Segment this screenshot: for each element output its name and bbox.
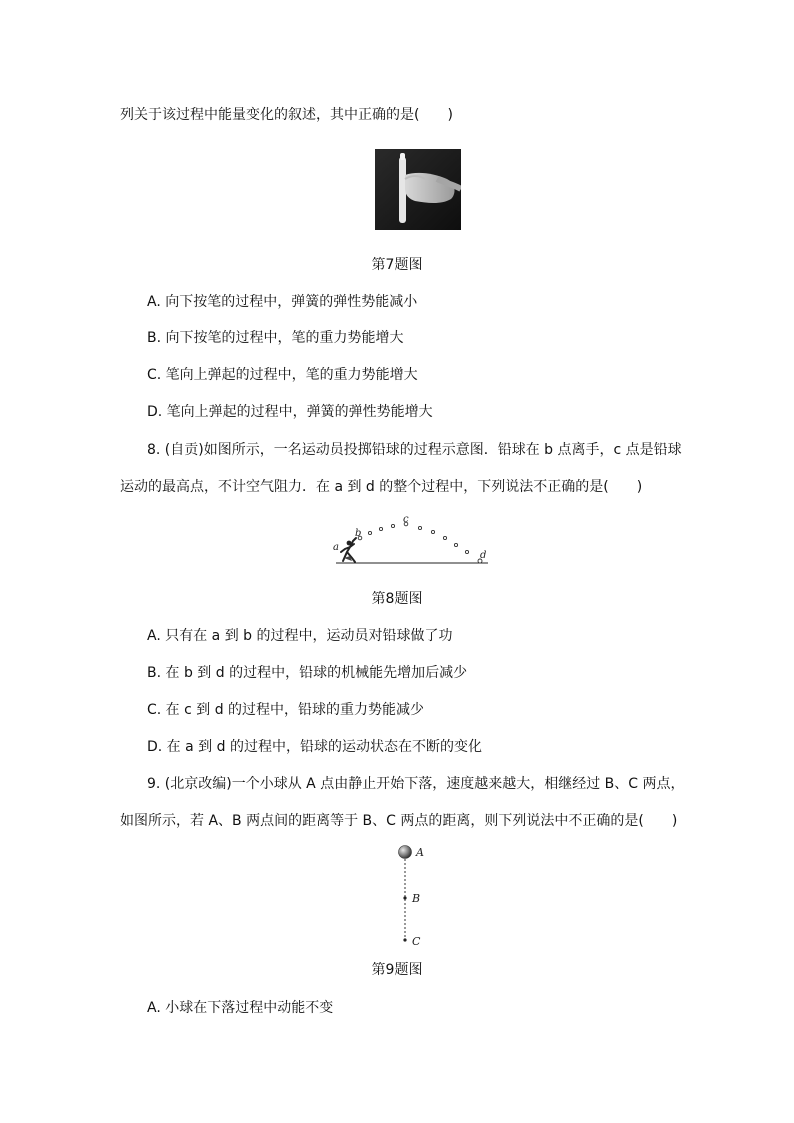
label-C: C [412,935,421,948]
q8-option-b: B. 在 b 到 d 的过程中，铅球的机械能先增加后减少 [147,665,468,681]
pen-hand-photo [375,149,461,230]
point-b-dot [403,896,406,899]
q9-figure-caption: 第9题图 [371,962,423,978]
q7-option-c: C. 笔向上弹起的过程中，笔的重力势能增大 [147,367,418,383]
q9-option-a: A. 小球在下落过程中动能不变 [147,1000,334,1016]
q8-option-c: C. 在 c 到 d 的过程中，铅球的重力势能减少 [147,702,425,718]
q9-stem-line1: 9. (北京改编)一个小球从 A 点由静止开始下落，速度越来越大，相继经过 B、C 两点， [147,776,685,792]
q8-option-a: A. 只有在 a 到 b 的过程中，运动员对铅球做了功 [147,628,453,644]
q8-stem-line2: 运动的最高点，不计空气阻力．在 a 到 d 的整个过程中，下列说法不正确的是( ) [120,479,643,495]
q8-option-d: D. 在 a 到 d 的过程中，铅球的运动状态在不断的变化 [147,739,482,755]
shot-put-trajectory-diagram [330,514,490,568]
q7-figure-caption: 第7题图 [371,257,423,273]
q8-stem-line1: 8. (自贡)如图所示，一名运动员投掷铅球的过程示意图．铅球在 b 点离手，c 点是铅球 [147,442,682,458]
point-c-dot [403,938,406,941]
q8-figure [330,514,490,568]
q7-option-d: D. 笔向上弹起的过程中，弹簧的弹性势能增大 [147,404,433,420]
label-c: c [403,514,409,525]
ball-icon [399,846,412,859]
label-b: b [355,528,362,539]
q9-stem-line2: 如图所示，若 A、B 两点间的距离等于 B、C 两点的距离，则下列说法中不正确的是( ) [120,813,678,829]
label-a: a [333,542,339,553]
label-B: B [412,892,421,905]
q7-option-a: A. 向下按笔的过程中，弹簧的弹性势能减小 [147,294,418,310]
q7-figure-photo [375,149,461,230]
q8-figure-caption: 第8题图 [371,591,423,607]
q7-option-b: B. 向下按笔的过程中，笔的重力势能增大 [147,330,404,346]
q9-figure [392,842,432,952]
label-A: A [416,846,424,859]
q7-stem-tail: 列关于该过程中能量变化的叙述，其中正确的是( ) [120,107,453,123]
label-d: d [480,550,487,561]
athlete-icon [341,538,356,562]
falling-ball-diagram [392,842,432,952]
